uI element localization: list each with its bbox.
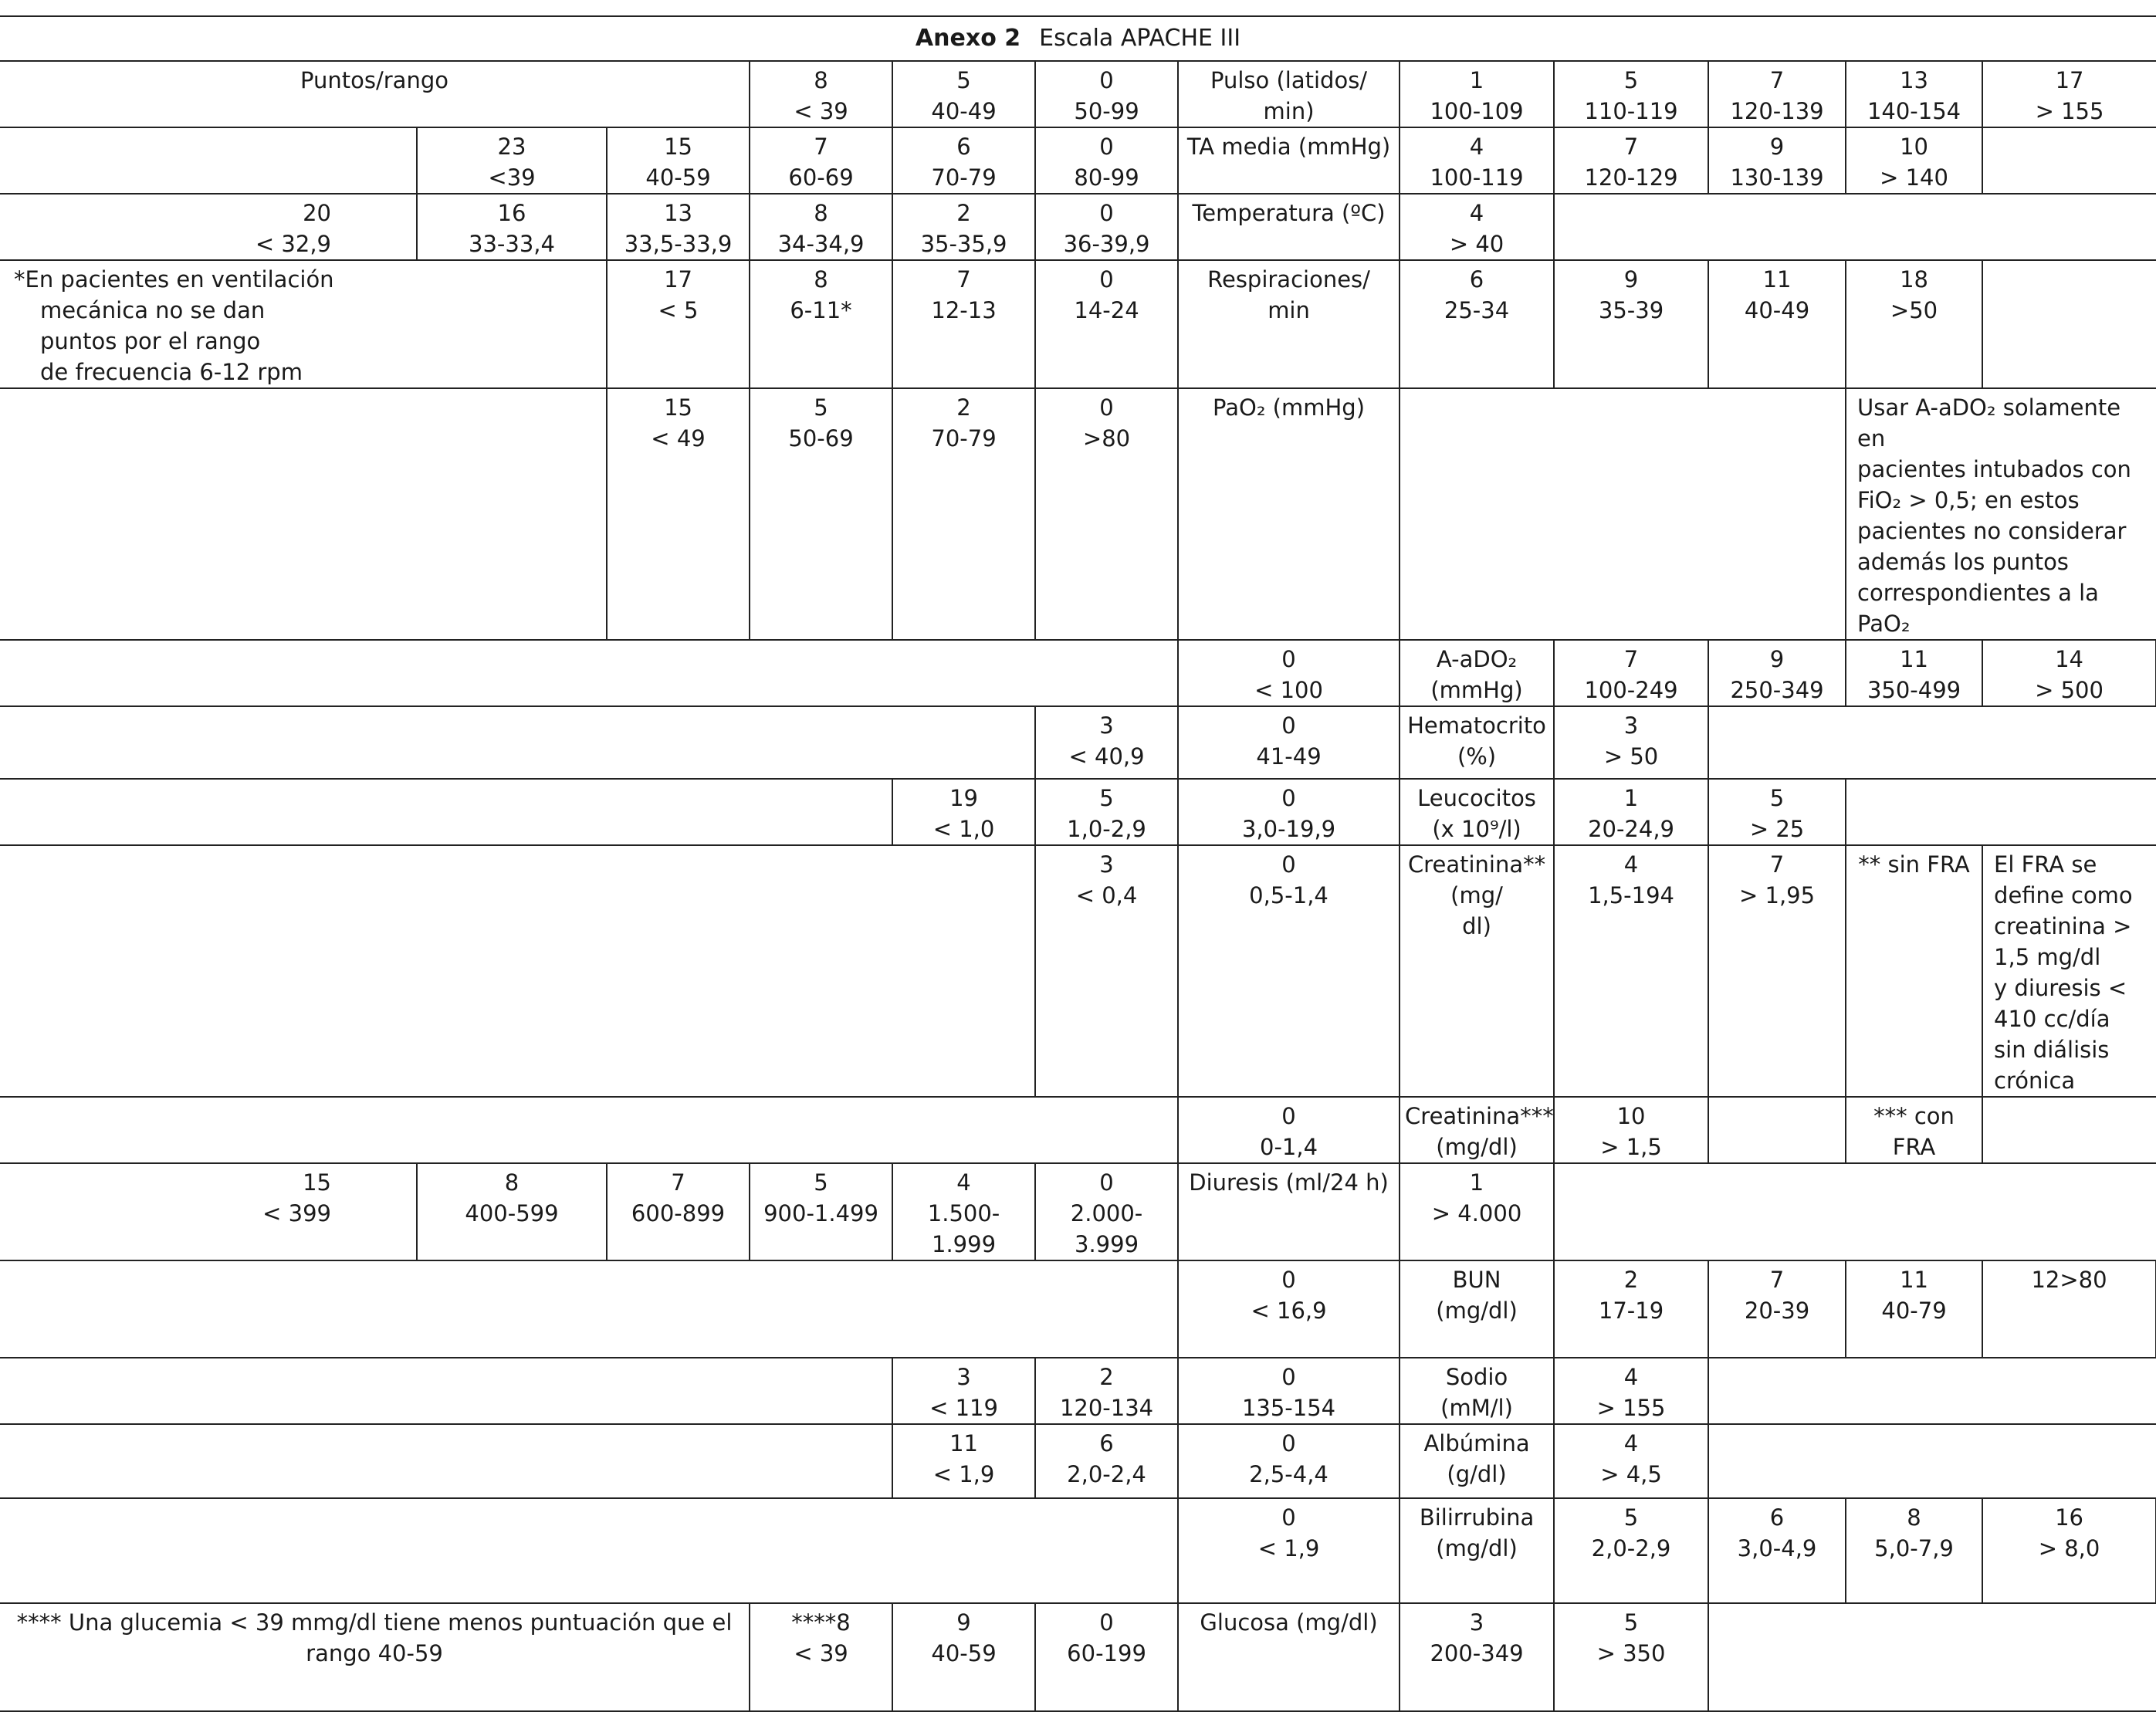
cell: 4 > 155 [1554,1358,1708,1424]
empty-cell [1400,388,1846,640]
cell: 7 100-249 [1554,640,1708,706]
cell: 3 200-349 [1400,1603,1554,1711]
cell: 3 < 119 [892,1358,1035,1424]
cell: 2 70-79 [892,388,1035,640]
parameter-label: Sodio (mM/l) [1400,1358,1554,1424]
cell: 8 400-599 [417,1163,607,1260]
cell: 9 40-59 [892,1603,1035,1711]
cell: 9 130-139 [1708,127,1846,194]
cell: 7 120-129 [1554,127,1708,194]
row-albumina [0,1424,2156,1498]
cell: 5 50-69 [750,388,892,640]
cell: 12>80 [1982,1260,2156,1358]
cell: 8 5,0-7,9 [1846,1498,1982,1603]
cell: 7 60-69 [750,127,892,194]
cell: 0 60-199 [1035,1603,1178,1711]
parameter-label: Glucosa (mg/dl) [1178,1603,1400,1711]
parameter-label: BUN (mg/dl) [1400,1260,1554,1358]
cell: 19 < 1,0 [892,779,1035,845]
cell: 0 50-99 [1035,61,1178,127]
empty-cell [0,388,607,640]
cell: 7 20-39 [1708,1260,1846,1358]
cell: 13 140-154 [1846,61,1982,127]
empty-cell [0,1358,892,1424]
row-ta-media [0,127,2156,194]
scale-name: Escala APACHE III [1039,25,1241,52]
cell: 23 <39 [417,127,607,194]
parameter-label: Leucocitos (x 10⁹/l) [1400,779,1554,845]
cell: 3 < 0,4 [1035,845,1178,1097]
cell: 6 3,0-4,9 [1708,1498,1846,1603]
cell: 9 250-349 [1708,640,1846,706]
empty-cell [1554,1163,2156,1260]
cell: 2 17-19 [1554,1260,1708,1358]
empty-cell [0,1424,892,1498]
cell: 4 1,5-194 [1554,845,1708,1097]
parameter-label: Temperatura (ºC) [1178,194,1400,260]
cell: 0 0,5-1,4 [1178,845,1400,1097]
empty-cell [0,779,892,845]
empty-cell [1982,260,2156,388]
cell: 8 34-34,9 [750,194,892,260]
cell: 1 20-24,9 [1554,779,1708,845]
empty-cell [1982,127,2156,194]
parameter-label: Hematocrito (%) [1400,706,1554,779]
cell: 0 < 1,9 [1178,1498,1400,1603]
cell: 16 > 8,0 [1982,1498,2156,1603]
empty-cell [0,845,1035,1097]
cell: 4 > 4,5 [1554,1424,1708,1498]
row-respiraciones [0,260,2156,388]
parameter-label: Creatinina*** (mg/dl) [1400,1097,1554,1163]
cell: 2 35-35,9 [892,194,1035,260]
row-pao2 [0,388,2156,640]
cell: 17 < 5 [607,260,750,388]
cell: 0 2,5-4,4 [1178,1424,1400,1498]
cell: 4 100-119 [1400,127,1554,194]
cell: 10 > 140 [1846,127,1982,194]
cell: 11 40-49 [1708,260,1846,388]
cell: 18 >50 [1846,260,1982,388]
row-creatinina-con-fra [0,1097,2156,1163]
empty-cell [1708,706,2156,779]
cell: 3 < 40,9 [1035,706,1178,779]
cell: 5 900-1.499 [750,1163,892,1260]
empty-cell [1708,1358,2156,1424]
cell: 6 25-34 [1400,260,1554,388]
con-fra-tag: *** con FRA [1846,1097,1982,1163]
cell: 5 2,0-2,9 [1554,1498,1708,1603]
cell: 0 0-1,4 [1178,1097,1400,1163]
cell: 0 41-49 [1178,706,1400,779]
row-bilirrubina [0,1498,2156,1603]
parameter-label: Diuresis (ml/24 h) [1178,1163,1400,1260]
cell: 6 2,0-2,4 [1035,1424,1178,1498]
empty-cell [0,127,417,194]
parameter-label: Respiraciones/ min [1178,260,1400,388]
row-leucocitos [0,779,2156,845]
cell: 0 3,0-19,9 [1178,779,1400,845]
row-bun [0,1260,2156,1358]
empty-cell [1708,1603,2156,1711]
parameter-label: PaO₂ (mmHg) [1178,388,1400,640]
cell: 9 35-39 [1554,260,1708,388]
empty-cell [1982,1097,2156,1163]
cell: 5 > 350 [1554,1603,1708,1711]
fra-definition-note: El FRA se define como creatinina > 1,5 mg/dl y diuresis < 410 cc/día sin diálisis crónica [1982,845,2156,1097]
cell: 10 > 1,5 [1554,1097,1708,1163]
cell: 13 33,5-33,9 [607,194,750,260]
cell: 0 14-24 [1035,260,1178,388]
cell: 4 > 40 [1400,194,1554,260]
header-puntos-rango: Puntos/rango [300,67,448,93]
empty-cell [1708,1424,2156,1498]
empty-cell [1846,779,2156,845]
cell: 11 40-79 [1846,1260,1982,1358]
cell: 4 1.500- 1.999 [892,1163,1035,1260]
cell: 0 36-39,9 [1035,194,1178,260]
empty-cell [1554,194,2156,260]
cell: 15 40-59 [607,127,750,194]
row-creatinina-sin-fra [0,845,2156,1097]
empty-cell [0,706,1035,779]
cell: 0 < 100 [1178,640,1400,706]
cell: 8 6-11* [750,260,892,388]
cell: 7 > 1,95 [1708,845,1846,1097]
parameter-label: TA media (mmHg) [1178,127,1400,194]
cell: ****8 < 39 [750,1603,892,1711]
cell: 11 < 1,9 [892,1424,1035,1498]
glucemia-note: **** Una glucemia < 39 mmg/dl tiene menos puntuación que el rango 40-59 [0,1603,750,1711]
cell: 5 1,0-2,9 [1035,779,1178,845]
parameter-label: Pulso (latidos/ min) [1178,61,1400,127]
empty-cell [0,1498,1178,1603]
cell: 1 > 4.000 [1400,1163,1554,1260]
parameter-label: Creatinina** (mg/ dl) [1400,845,1554,1097]
cell: 0 < 16,9 [1178,1260,1400,1358]
sin-fra-tag: ** sin FRA [1846,845,1982,1097]
row-temperatura [0,194,2156,260]
empty-cell [1708,1097,1846,1163]
cell: 14 > 500 [1982,640,2156,706]
cell: 16 33-33,4 [417,194,607,260]
cell: 17 > 155 [1982,61,2156,127]
cell: 5 40-49 [892,61,1035,127]
cell: 7 120-139 [1708,61,1846,127]
cell: 3 > 50 [1554,706,1708,779]
cell: 7 600-899 [607,1163,750,1260]
row-glucosa [0,1603,2156,1711]
annex-label: Anexo 2 [915,25,1021,52]
parameter-label: A-aDO₂ (mmHg) [1400,640,1554,706]
cell: 15 < 399 [0,1163,417,1260]
row-pulso [0,61,2156,127]
cell: 11 350-499 [1846,640,1982,706]
cell: 0 135-154 [1178,1358,1400,1424]
parameter-label: Bilirrubina (mg/dl) [1400,1498,1554,1603]
empty-cell [0,640,1178,706]
ventilation-note: *En pacientes en ventilación mecánica no se dan puntos por el rango de frecuencia 6-12 rpm [0,260,607,388]
cell: 7 12-13 [892,260,1035,388]
table-title [0,15,2156,60]
cell: 6 70-79 [892,127,1035,194]
cell: 0 80-99 [1035,127,1178,194]
cell: 5 > 25 [1708,779,1846,845]
cell: 5 110-119 [1554,61,1708,127]
empty-cell [0,1097,1178,1163]
cell: 0 2.000- 3.999 [1035,1163,1178,1260]
cell: 1 100-109 [1400,61,1554,127]
parameter-label: Albúmina (g/dl) [1400,1424,1554,1498]
row-diuresis [0,1163,2156,1260]
row-aado2 [0,640,2156,706]
row-sodio [0,1358,2156,1424]
apache-iii-table [0,60,2156,1712]
aado2-usage-note: Usar A-aDO₂ solamente en pacientes intubados con FiO₂ > 0,5; en estos pacientes no considerar además los puntos correspondientes a la PaO₂ [1846,388,2156,640]
cell: 15 < 49 [607,388,750,640]
empty-cell [0,1260,1178,1358]
cell: 20 < 32,9 [0,194,417,260]
cell: 8 < 39 [750,61,892,127]
row-hematocrito [0,706,2156,779]
cell: 2 120-134 [1035,1358,1178,1424]
cell: 0 >80 [1035,388,1178,640]
